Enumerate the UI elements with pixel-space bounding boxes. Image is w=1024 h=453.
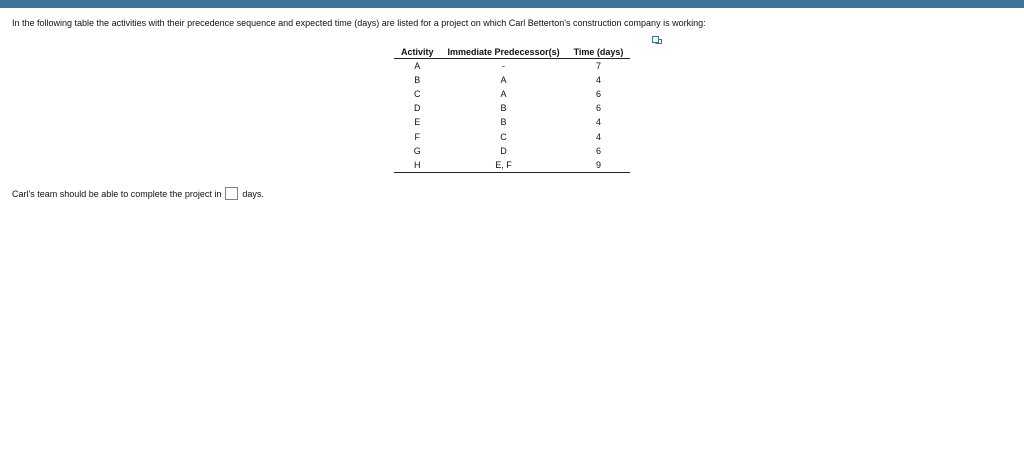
cell-time: 4 xyxy=(596,117,602,128)
intro-text: In the following table the activities with their precedence sequence and expected time (days) are listed for a project on which Carl Betterton's construction company is working: xyxy=(12,18,706,28)
table-row xyxy=(394,115,630,129)
header-time: Time (days) xyxy=(567,45,631,59)
cell-time: 6 xyxy=(596,89,602,100)
cell-time: 6 xyxy=(596,103,602,114)
answer-prefix: Carl's team should be able to complete the project in xyxy=(12,188,222,199)
cell-time: 4 xyxy=(596,131,602,142)
cell-predecessor: B xyxy=(500,103,507,114)
header-activity: Activity xyxy=(394,45,441,59)
table-row xyxy=(394,101,630,115)
cell-activity: D xyxy=(414,103,421,114)
answer-suffix: days. xyxy=(242,188,264,199)
cell-activity: B xyxy=(414,75,421,86)
table-row xyxy=(394,158,630,173)
table-row xyxy=(394,144,630,158)
cell-activity: A xyxy=(414,61,421,72)
cell-time: 9 xyxy=(567,158,631,173)
cell-activity: G xyxy=(413,145,421,156)
cell-time: 7 xyxy=(596,61,602,72)
cell-time: 6 xyxy=(596,145,602,156)
copy-icon[interactable] xyxy=(652,36,662,44)
table-row xyxy=(394,73,630,87)
table-row xyxy=(394,59,630,74)
cell-predecessor: D xyxy=(500,145,507,156)
cell-predecessor: B xyxy=(500,117,507,128)
cell-activity: E xyxy=(414,117,421,128)
top-bar xyxy=(0,0,1024,8)
cell-activity: C xyxy=(414,89,421,100)
cell-predecessor: E, F xyxy=(441,158,567,173)
cell-activity: F xyxy=(414,131,420,142)
answer-sentence xyxy=(12,187,264,200)
table-row xyxy=(394,129,630,143)
cell-predecessor: - xyxy=(502,61,506,72)
table-row xyxy=(394,87,630,101)
cell-predecessor: A xyxy=(500,75,507,86)
cell-predecessor: C xyxy=(500,131,507,142)
cell-activity: H xyxy=(394,158,441,173)
cell-predecessor: A xyxy=(500,89,507,100)
table-header-row xyxy=(394,45,630,59)
cell-time: 4 xyxy=(596,75,602,86)
answer-input[interactable] xyxy=(225,187,238,200)
activity-table xyxy=(394,45,630,173)
header-predecessors: Immediate Predecessor(s) xyxy=(441,45,567,59)
